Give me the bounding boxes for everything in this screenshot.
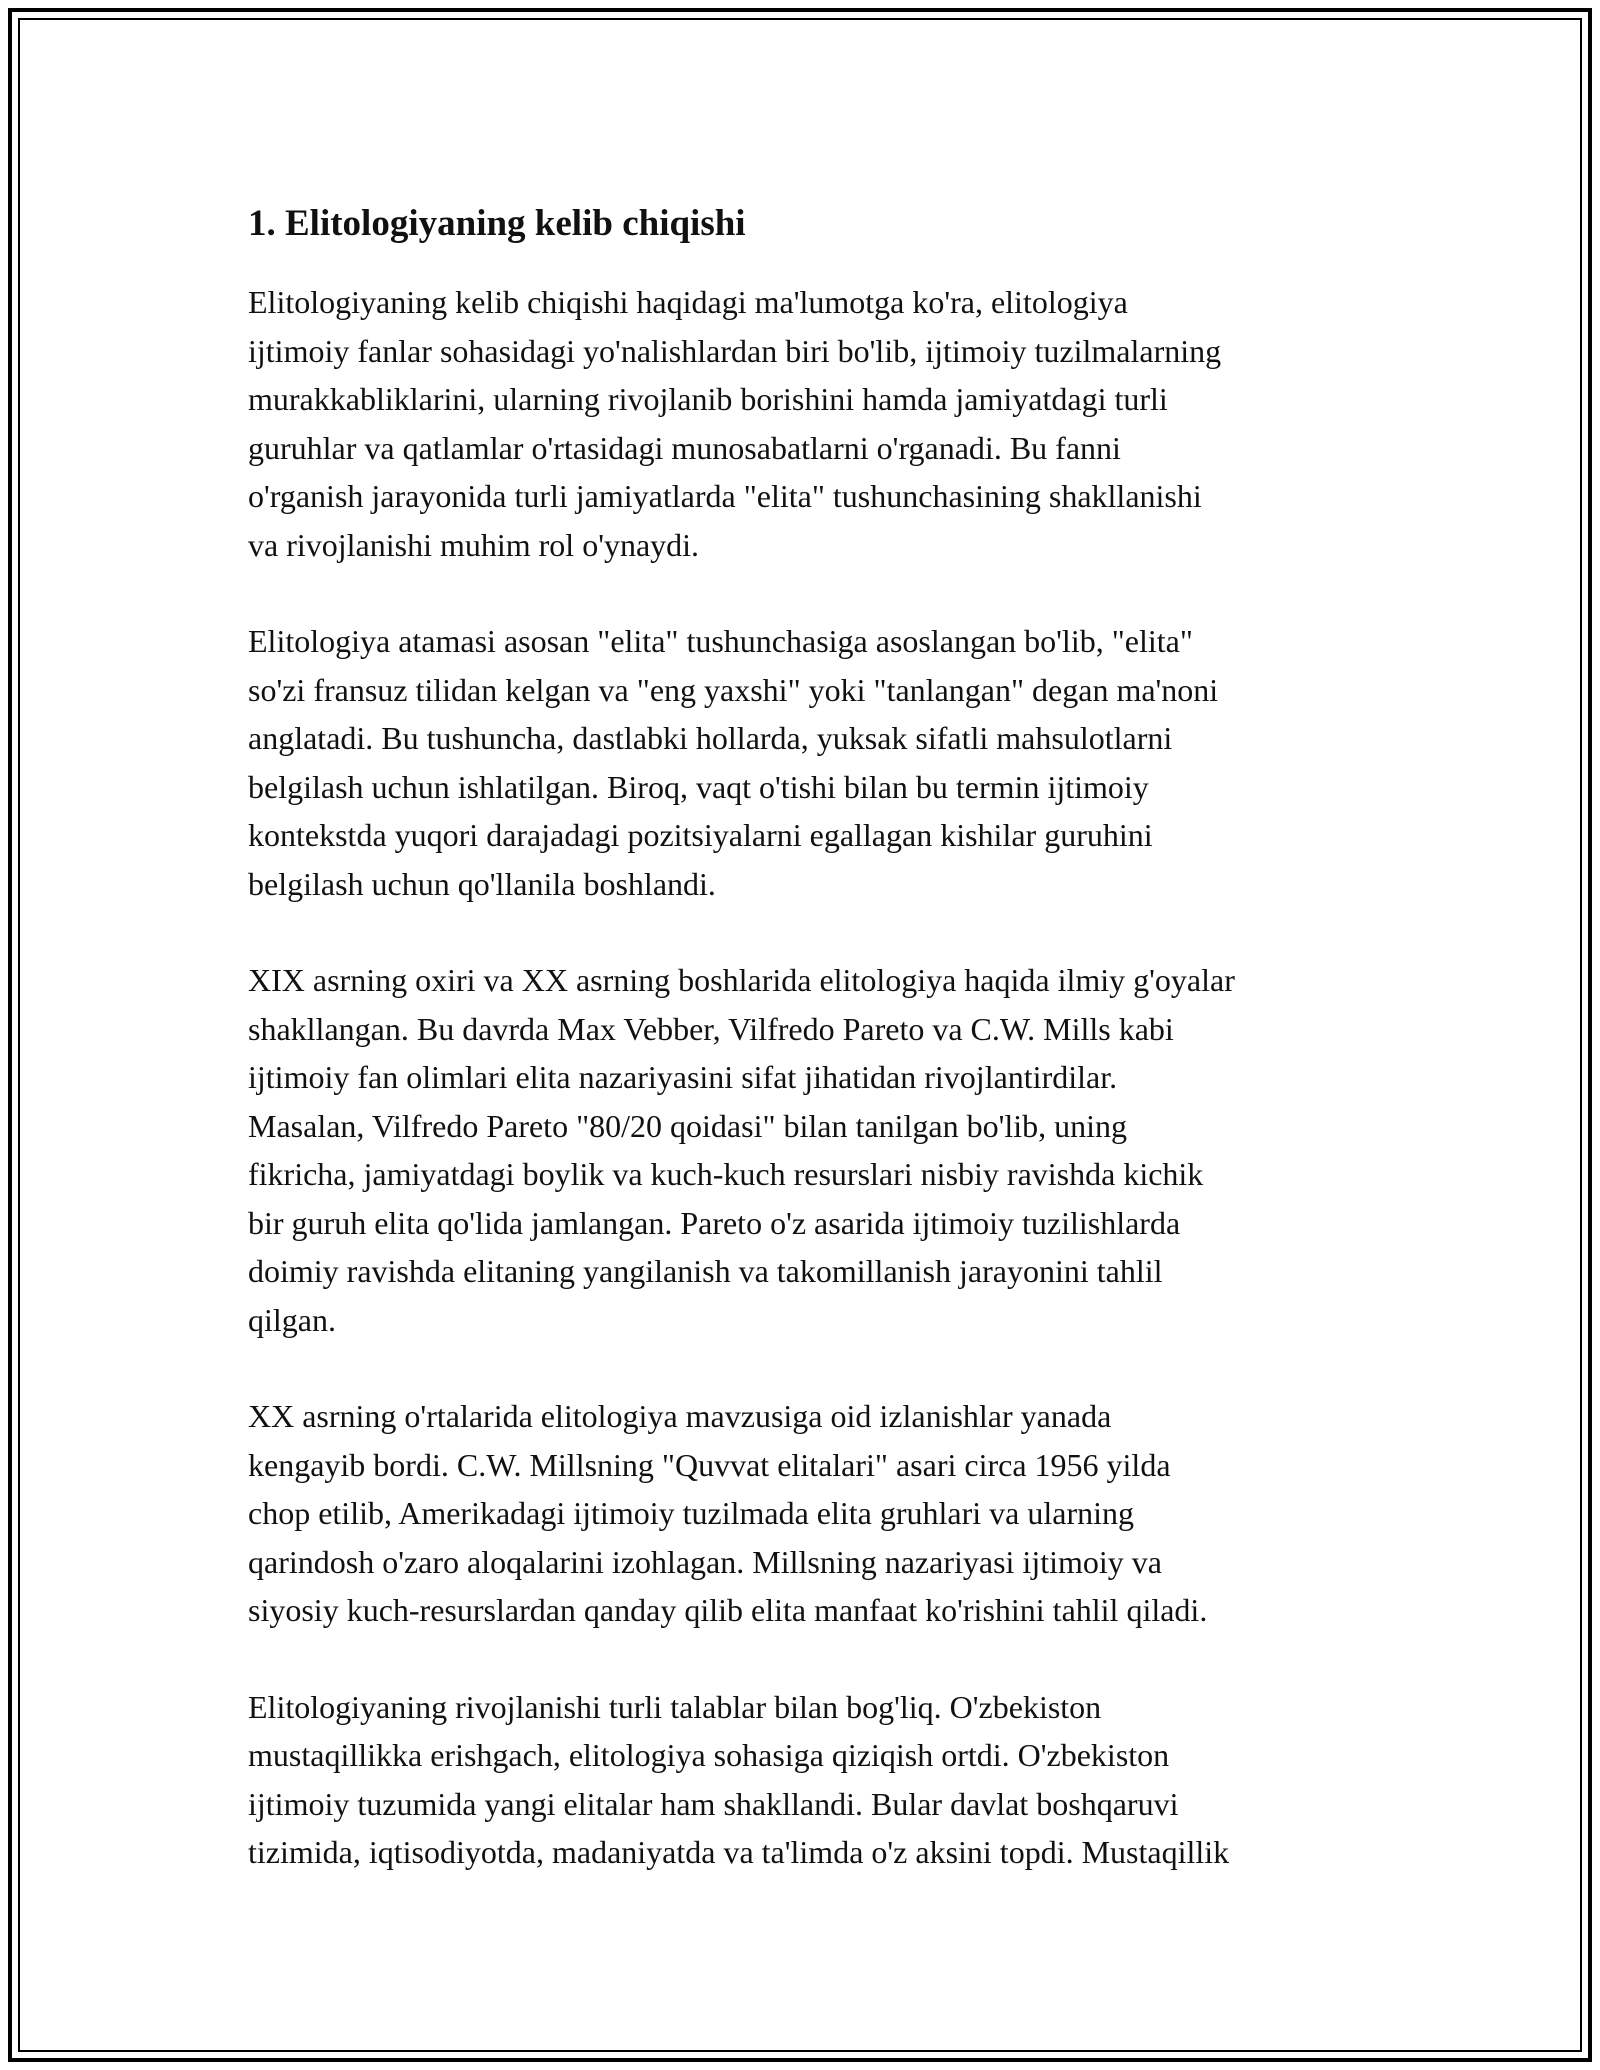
paragraph-line: kontekstda yuqori darajadagi pozitsiyalarni egallagan kishilar guruhini — [248, 817, 1153, 853]
paragraph — [248, 1683, 1388, 1877]
paragraph — [248, 278, 1388, 569]
paragraph-line: doimiy ravishda elitaning yangilanish va takomillanish jarayonini tahlil — [248, 1253, 1163, 1289]
paragraph-line: belgilash uchun ishlatilgan. Biroq, vaqt o'tishi bilan bu termin ijtimoiy — [248, 768, 1149, 805]
paragraph-line: ijtimoiy fanlar sohasidagi yo'nalishlardan biri bo'lib, ijtimoiy tuzilmalarning — [248, 332, 1222, 369]
paragraph-line: ijtimoiy tuzumida yangi elitalar ham shakllandi. Bular davlat boshqaruvi — [248, 1785, 1179, 1822]
paragraph-line: siyosiy kuch-resurslardan qanday qilib elita manfaat ko'rishini tahlil qiladi. — [248, 1592, 1208, 1628]
paragraph-line: Elitologiya atamasi asosan "elita" tushunchasiga asoslangan bo'lib, "elita" — [248, 623, 1193, 659]
paragraph-line: qarindosh o'zaro aloqalarini izohlagan. Millsning nazariyasi ijtimoiy va — [248, 1543, 1162, 1580]
paragraph-line: so'zi fransuz tilidan kelgan va "eng yaxshi" yoki "tanlangan" degan ma'noni — [248, 671, 1219, 708]
paragraph-line: ijtimoiy fan olimlari elita nazariyasini sifat jihatidan rivojlantirdilar. — [248, 1059, 1118, 1095]
paragraph-line: murakkabliklarini, ularning rivojlanib borishini hamda jamiyatdagi turli — [248, 381, 1168, 417]
paragraph-line: chop etilib, Amerikadagi ijtimoiy tuzilmada elita gruhlari va ularning — [248, 1495, 1134, 1531]
paragraph — [248, 1392, 1388, 1635]
paragraph-line: XX asrning o'rtalarida elitologiya mavzusiga oid izlanishlar yanada — [248, 1398, 1112, 1434]
paragraph-line: bir guruh elita qo'lida jamlangan. Pareto o'z asarida ijtimoiy tuzilishlarda — [248, 1204, 1181, 1241]
paragraph-line: Elitologiyaning kelib chiqishi haqidagi ma'lumotga ko'ra, elitologiya — [248, 284, 1128, 320]
paragraph-line: Elitologiyaning rivojlanishi turli talablar bilan bog'liq. O'zbekiston — [248, 1688, 1102, 1725]
paragraph-line: o'rganish jarayonida turli jamiyatlarda "elita" tushunchasining shakllanishi — [248, 478, 1202, 514]
paragraph-line: belgilash uchun qo'llanila boshlandi. — [248, 865, 716, 902]
document-body — [248, 198, 1388, 1925]
paragraph — [248, 617, 1388, 908]
paragraph-line: XIX asrning oxiri va XX asrning boshlarida elitologiya haqida ilmiy g'oyalar — [248, 962, 1235, 998]
paragraphs-container — [248, 278, 1388, 1877]
paragraph-line: shakllangan. Bu davrda Max Vebber, Vilfredo Pareto va C.W. Mills kabi — [248, 1010, 1174, 1047]
paragraph — [248, 956, 1388, 1344]
paragraph-line: guruhlar va qatlamlar o'rtasidagi munosabatlarni o'rganadi. Bu fanni — [248, 429, 1121, 466]
paragraph-line: tizimida, iqtisodiyotda, madaniyatda va ta'limda o'z aksini topdi. Mustaqillik — [248, 1834, 1230, 1870]
paragraph-line: qilgan. — [248, 1301, 336, 1338]
page-frame — [8, 8, 1592, 2062]
paragraph-line: anglatadi. Bu tushuncha, dastlabki hollarda, yuksak sifatli mahsulotlarni — [248, 720, 1173, 756]
paragraph-line: mustaqillikka erishgach, elitologiya sohasiga qiziqish ortdi. O'zbekiston — [248, 1737, 1170, 1773]
paragraph-line: kengayib bordi. C.W. Millsning "Quvvat elitalari" asari circa 1956 yilda — [248, 1446, 1171, 1483]
paragraph-line: fikricha, jamiyatdagi boylik va kuch-kuch resurslari nisbiy ravishda kichik — [248, 1156, 1204, 1192]
section-heading: 1. Elitologiyaning kelib chiqishi — [248, 203, 746, 244]
paragraph-line: va rivojlanishi muhim rol o'ynaydi. — [248, 526, 700, 563]
paragraph-line: Masalan, Vilfredo Pareto "80/20 qoidasi" bilan tanilgan bo'lib, uning — [248, 1107, 1128, 1144]
